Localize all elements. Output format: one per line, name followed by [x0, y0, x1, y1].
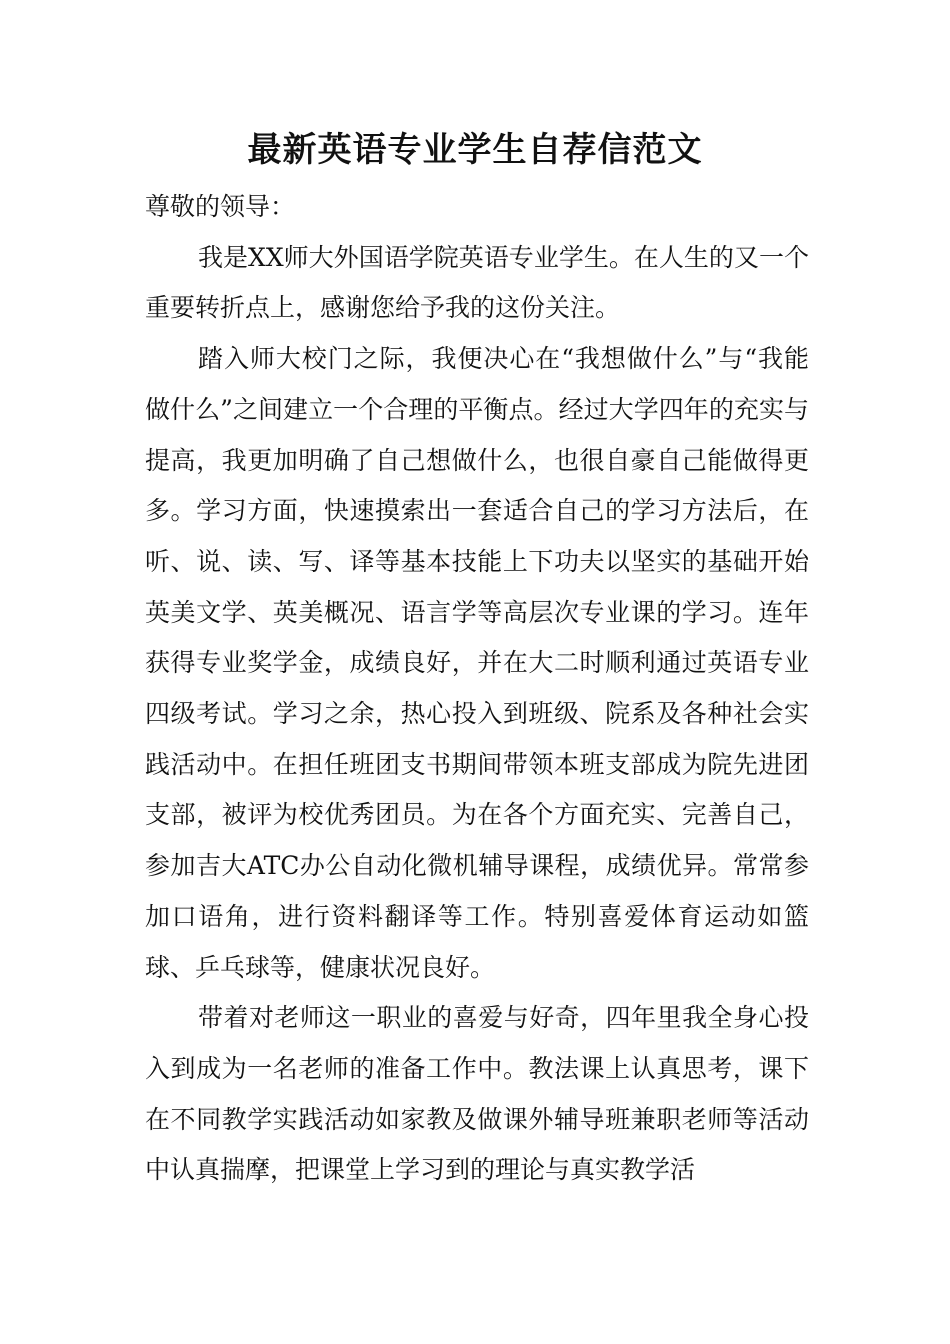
paragraph-teaching: 带着对老师这一职业的喜爱与好奇，四年里我全身心投入到成为一名老师的准备工作中。教法课上认真思考，课下在不同教学实践活动如家教及做课外辅导班兼职老师等活动中认真揣摩，把课堂上学习到的理论与真实教学活: [145, 1003, 809, 1185]
salutation: 尊敬的领导：: [145, 192, 296, 221]
paragraph-intro: 我是XX师大外国语学院英语专业学生。在人生的又一个重要转折点上，感谢您给予我的这份关注。: [145, 242, 809, 323]
paragraph-study: 踏入师大校门之际，我便决心在“我想做什么”与“我能做什么”之间建立一个合理的平衡点。经过大学四年的充实与提高，我更加明确了自己想做什么，也很自豪自己能做得更多。学习方面，快速摸索出一套适合自己的学习方法后，在听、说、读、写、译等基本技能上下功夫以坚实的基础开始英美文学、英美概况、语言学等高层次专业课的学习。连年获得专业奖学金，成绩良好，并在大二时顺利通过英语专业四级考试。学习之余，热心投入到班级、院系及各种社会实践活动中。在担任班团支书期间带领本班支部成为院先进团支部，被评为校优秀团员。为在各个方面充实、完善自己，参加吉大ATC办公自动化微机辅导课程，成绩优异。常常参加口语角，进行资料翻译等工作。特别喜爱体育运动如篮球、乒乓球等，健康状况良好。: [145, 344, 809, 982]
document-title: 最新英语专业学生自荐信范文: [247, 130, 703, 170]
letter-body: [145, 182, 809, 1196]
